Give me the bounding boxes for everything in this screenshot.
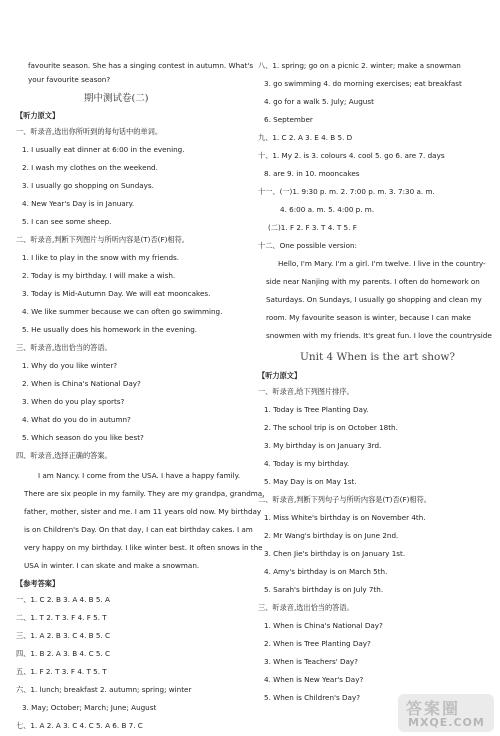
left-text-line: 【听力原文】 xyxy=(16,111,60,120)
right-text-line: (二)1. F 2. F 3. T 4. T 5. F xyxy=(268,223,357,232)
right-text-line: 2. Mr Wang's birthday is on June 2nd. xyxy=(264,531,399,540)
left-text-line: 2. When is China's National Day? xyxy=(22,379,141,388)
right-text-line: 1. Today is Tree Planting Day. xyxy=(264,405,369,414)
right-text-line: 3. go swimming 4. do morning exercises; eat breakfast xyxy=(264,79,462,88)
left-text-line: 【参考答案】 xyxy=(16,579,60,588)
right-text-line: 2. When is Tree Planting Day? xyxy=(264,639,371,648)
left-text-line: 三、听录音,选出恰当的答语。 xyxy=(16,343,112,352)
left-text-line: 六、1. lunch; breakfast 2. autumn; spring; winter xyxy=(16,685,192,694)
left-text-line: 2. Today is my birthday. I will make a wish. xyxy=(22,271,176,280)
right-text-line: 1. Miss White's birthday is on November 4th. xyxy=(264,513,426,522)
watermark-line-2: MXQE.COM xyxy=(408,716,485,729)
left-text-line: 5. Which season do you like best? xyxy=(22,433,144,442)
right-text-line: 八、1. spring; go on a picnic 2. winter; make a snowman xyxy=(258,61,461,70)
right-text-line: 4. Amy's birthday is on March 5th. xyxy=(264,567,388,576)
left-text-line: father, mother, sister and me. I am 11 years old now. My birthday xyxy=(24,507,262,516)
left-text-line: 1. I like to play in the snow with my friends. xyxy=(22,253,180,262)
right-text-line: room. My favourite season is winter, because I can make xyxy=(266,313,471,322)
left-text-line: favourite season. She has a singing contest in autumn. What's xyxy=(28,61,254,70)
right-text-line: 十一、(一)1. 9:30 p. m. 2. 7:00 p. m. 3. 7:30 a. m. xyxy=(258,187,435,196)
right-text-line: 5. May Day is on May 1st. xyxy=(264,477,357,486)
right-text-line: 5. Sarah's birthday is on July 7th. xyxy=(264,585,384,594)
left-text-line: 5. I can see some sheep. xyxy=(22,217,112,226)
left-text-line: 2. I wash my clothes on the weekend. xyxy=(22,163,158,172)
right-text-line: snowmen with my friends. It's great fun. I love the countryside xyxy=(266,331,492,340)
right-text-line: 十二、One possible version: xyxy=(258,241,357,250)
right-text-line: 4. Today is my birthday. xyxy=(264,459,350,468)
left-text-line: 三、1. A 2. B 3. C 4. B 5. C xyxy=(16,631,111,640)
right-text-line: 4. When is New Year's Day? xyxy=(264,675,364,684)
right-text-line: 一、听录音,给下列图片排序。 xyxy=(258,387,354,396)
right-text-line: 2. The school trip is on October 18th. xyxy=(264,423,398,432)
left-text-line: your favourite season? xyxy=(28,75,111,84)
left-text-line: 二、听录音,判断下列图片与所听内容是(T)否(F)相符。 xyxy=(16,235,189,244)
right-text-line: 二、听录音,判断下列句子与所听内容是(T)否(F)相符。 xyxy=(258,495,431,504)
left-text-line: is on Children's Day. On that day, I can eat birthday cakes. I am xyxy=(24,525,253,534)
left-text-line: very happy on my birthday. I like winter best. It often snows in the xyxy=(24,543,263,552)
right-text-line: 5. When is Children's Day? xyxy=(264,693,361,702)
left-text-line: 4. We like summer because we can often go swimming. xyxy=(22,307,223,316)
left-text-line: 一、听录音,选出你所听到的每句话中的单词。 xyxy=(16,127,163,136)
watermark-logo xyxy=(398,694,494,732)
left-text-line: There are six people in my family. They are my grandpa, grandma, xyxy=(24,489,265,498)
right-text-line: 4. go for a walk 5. July; August xyxy=(264,97,374,106)
right-text-line: side near Nanjing with my parents. I often do homework on xyxy=(266,277,480,286)
right-text-line: 3. Chen Jie's birthday is on January 1st. xyxy=(264,549,406,558)
right-text-line: Hello, I'm Mary. I'm a girl. I'm twelve. I live in the country- xyxy=(278,259,486,268)
left-text-line: 4. What do you do in autumn? xyxy=(22,415,131,424)
right-text-line: 九、1. C 2. A 3. E 4. B 5. D xyxy=(258,133,353,142)
left-text-line: 4. New Year's Day is in January. xyxy=(22,199,135,208)
right-text-line: 【听力原文】 xyxy=(258,371,302,380)
left-text-line: 3. May; October; March; June; August xyxy=(22,703,157,712)
right-text-line: Unit 4 When is the art show? xyxy=(300,351,455,363)
right-text-line: 三、听录音,选出恰当的答语。 xyxy=(258,603,354,612)
left-text-line: 5. He usually does his homework in the evening. xyxy=(22,325,198,334)
right-text-line: 3. When is Teachers' Day? xyxy=(264,657,358,666)
right-text-line: 8. are 9. in 10. mooncakes xyxy=(264,169,360,178)
left-text-line: 四、听录音,选择正确的答案。 xyxy=(16,451,112,460)
right-text-line: 3. My birthday is on January 3rd. xyxy=(264,441,382,450)
left-text-line: 一、1. C 2. B 3. A 4. B 5. A xyxy=(16,595,110,604)
left-text-line: 七、1. A 2. A 3. C 4. C 5. A 6. B 7. C xyxy=(16,721,143,730)
right-text-line: 6. September xyxy=(264,115,313,124)
left-text-line: 3. When do you play sports? xyxy=(22,397,125,406)
left-text-line: 二、1. T 2. T 3. F 4. F 5. T xyxy=(16,613,107,622)
left-text-line: I am Nancy. I come from the USA. I have a happy family. xyxy=(38,471,241,480)
left-text-line: 五、1. F 2. T 3. F 4. T 5. T xyxy=(16,667,107,676)
left-text-line: 3. I usually go shopping on Sundays. xyxy=(22,181,154,190)
left-text-line: 1. Why do you like winter? xyxy=(22,361,118,370)
watermark-line-1: 答案圈 xyxy=(406,699,461,718)
right-text-line: 十、1. My 2. is 3. colours 4. cool 5. go 6. are 7. days xyxy=(258,151,445,160)
right-text-line: 1. When is China's National Day? xyxy=(264,621,383,630)
left-text-line: 3. Today is Mid-Autumn Day. We will eat mooncakes. xyxy=(22,289,211,298)
left-text-line: 期中测试卷(二) xyxy=(84,93,149,104)
left-text-line: 1. I usually eat dinner at 6:00 in the evening. xyxy=(22,145,185,154)
right-text-line: Saturdays. On Sundays, I usually go shopping and clean my xyxy=(266,295,482,304)
right-text-line: 4. 6:00 a. m. 5. 4:00 p. m. xyxy=(280,205,375,214)
left-text-line: USA in winter. I can skate and make a snowman. xyxy=(24,561,200,570)
left-text-line: 四、1. B 2. A 3. B 4. C 5. C xyxy=(16,649,111,658)
